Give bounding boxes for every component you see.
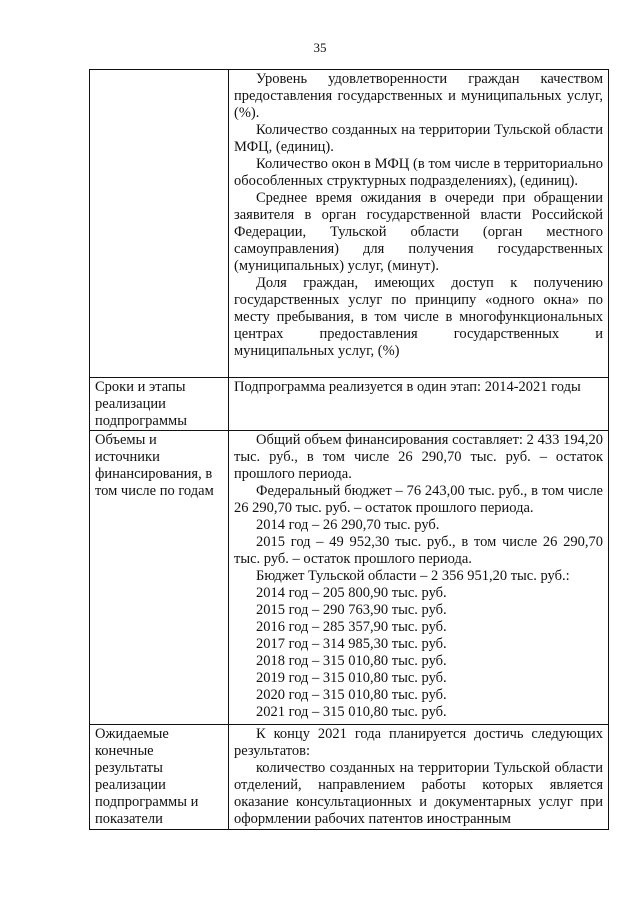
financing-paragraph: Федеральный бюджет – 76 243,00 тыс. руб., в том числе 26 290,70 тыс. руб. – остаток прошлого периода. (234, 483, 603, 516)
table-row (90, 378, 609, 431)
year-amount: 2017 год – 314 985,30 тыс. руб. (256, 636, 447, 652)
year-amount: 2015 год – 290 763,90 тыс. руб. (256, 602, 447, 618)
results-paragraph: количество созданных на территории Тульской области отделений, направлением работы которых является оказание консультационных и документарных услуг при оформлении рабочих патентов иностранным (234, 760, 603, 827)
indicator-paragraph: Доля граждан, имеющих доступ к получению государственных услуг по принципу «одного окна» по месту пребывания, в том числе в многофункциональных центрах предоставления государственных и муниципальных услуг, (%) (234, 275, 603, 359)
financing-paragraph: 2015 год – 49 952,30 тыс. руб., в том числе 26 290,70 тыс. руб. – остаток прошлого периода. (234, 534, 603, 567)
indicators-cell (229, 70, 609, 378)
indicator-paragraph: Количество окон в МФЦ (в том числе в территориально обособленных структурных подразделениях), (единиц). (234, 156, 603, 189)
financing-paragraph: Бюджет Тульской области – 2 356 951,20 тыс. руб.: (256, 568, 570, 584)
table-row (90, 70, 609, 378)
indicator-paragraph: Количество созданных на территории Тульской области МФЦ, (единиц). (234, 122, 603, 155)
year-amount: 2014 год – 205 800,90 тыс. руб. (256, 585, 447, 601)
year-amount: 2021 год – 315 010,80 тыс. руб. (256, 704, 447, 720)
year-amount: 2020 год – 315 010,80 тыс. руб. (256, 687, 447, 703)
row-label: Объемы и источники финансирования, в том числе по годам (90, 431, 229, 725)
table-row (90, 431, 609, 725)
financing-cell (229, 431, 609, 725)
indicator-paragraph: Среднее время ожидания в очереди при обращении заявителя в орган государственной власти Российской Федерации, Тульской области (орган местного самоуправления) для получения государственных (муниципальных) услуг, (минут). (234, 190, 603, 274)
table-row (90, 725, 609, 830)
results-cell (229, 725, 609, 830)
row-label: Сроки и этапы реализации подпрограммы (90, 378, 229, 431)
page-number: 35 (313, 40, 327, 55)
year-amount: 2019 год – 315 010,80 тыс. руб. (256, 670, 447, 686)
financing-paragraph: 2014 год – 26 290,70 тыс. руб. (256, 517, 440, 533)
row-label: Ожидаемые конечные результаты реализации подпрограммы и показатели (90, 725, 229, 830)
row-label (90, 70, 229, 378)
financing-paragraph: Общий объем финансирования составляет: 2 433 194,20 тыс. руб., в том числе 26 290,70 тыс. руб. – остаток прошлого периода. (234, 432, 603, 482)
year-amount: 2018 год – 315 010,80 тыс. руб. (256, 653, 447, 669)
results-paragraph: К концу 2021 года планируется достичь следующих результатов: (234, 726, 603, 759)
timeline-text: Подпрограмма реализуется в один этап: 2014-2021 годы (234, 379, 581, 395)
indicator-paragraph: Уровень удовлетворенности граждан качеством предоставления государственных и муниципальных услуг, (%). (234, 71, 603, 121)
timeline-cell (229, 378, 609, 431)
year-amount: 2016 год – 285 357,90 тыс. руб. (256, 619, 447, 635)
subprogram-passport-table (89, 69, 609, 830)
